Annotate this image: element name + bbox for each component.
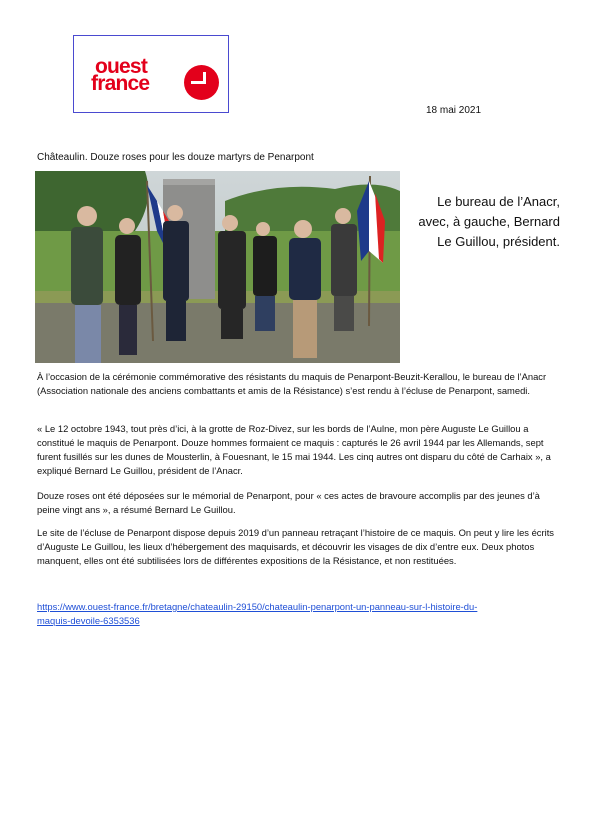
logo-line-1: ouest (95, 55, 148, 78)
link-line-2: maquis-devoile-6353536 (37, 615, 140, 626)
caption-line-3: Le Guillou, président. (437, 234, 560, 249)
logo-circle-icon (184, 65, 219, 100)
article-source-link[interactable] (37, 600, 477, 628)
article-date: 18 mai 2021 (426, 105, 482, 116)
caption-line-1: Le bureau de l’Anacr, (437, 194, 560, 209)
photo-caption (410, 192, 560, 252)
link-line-1: https://www.ouest-france.fr/bretagne/chateaulin-29150/chateaulin-penarpont-un-panneau-sur-l-histoire-du- (37, 601, 478, 612)
logo-line-2: france (91, 72, 150, 95)
caption-line-2: avec, à gauche, Bernard (418, 214, 560, 229)
paragraph-4: Le site de l’écluse de Penarpont dispose depuis 2019 d’un panneau retraçant l’histoire de ce maquis. On peut y lire les écrits d’Auguste Le Guillou, les lieux d’hébergement des maquisards, et découvrir les visages de dix d’entre eux. Deux photos manquent, elles ont été subtilisées lors de différentes expositions de la Résistance, et non restituées. (37, 527, 554, 566)
ouest-france-logo (73, 35, 229, 113)
paragraph-3: Douze roses ont été déposées sur le mémorial de Penarpont, pour « ces actes de bravoure accomplis par des jeunes d’à peine vingt ans », a résumé Bernard Le Guillou. (37, 490, 540, 515)
logo-wordmark (91, 55, 150, 95)
paragraph-2: « Le 12 octobre 1943, tout près d’ici, à la grotte de Roz-Divez, sur les bords de l’Aulne, mon père Auguste Le Guillou a constitué le maquis de Penarpont. Douze hommes formaient ce maquis : capturés le 26 avril 1944 par les Allemands, sept furent fusillés sur les dunes de Mousterlin, à Fouesnant, le 15 mai 1944. Les cinq autres ont disparu du côté de Carhaix », a expliqué Bernard Le Guillou, président de l’Anacr. (37, 423, 551, 476)
paragraph-1: À l’occasion de la cérémonie commémorative des résistants du maquis de Penarpont-Beuzit-Kerallou, le bureau de l’Anacr (Association nationale des anciens combattants et amis de la Résistance) s’est rendu à l’écluse de Penarpont, samedi. (37, 371, 547, 396)
article-photo (35, 171, 400, 363)
article-headline: Châteaulin. Douze roses pour les douze martyrs de Penarpont (37, 152, 314, 163)
